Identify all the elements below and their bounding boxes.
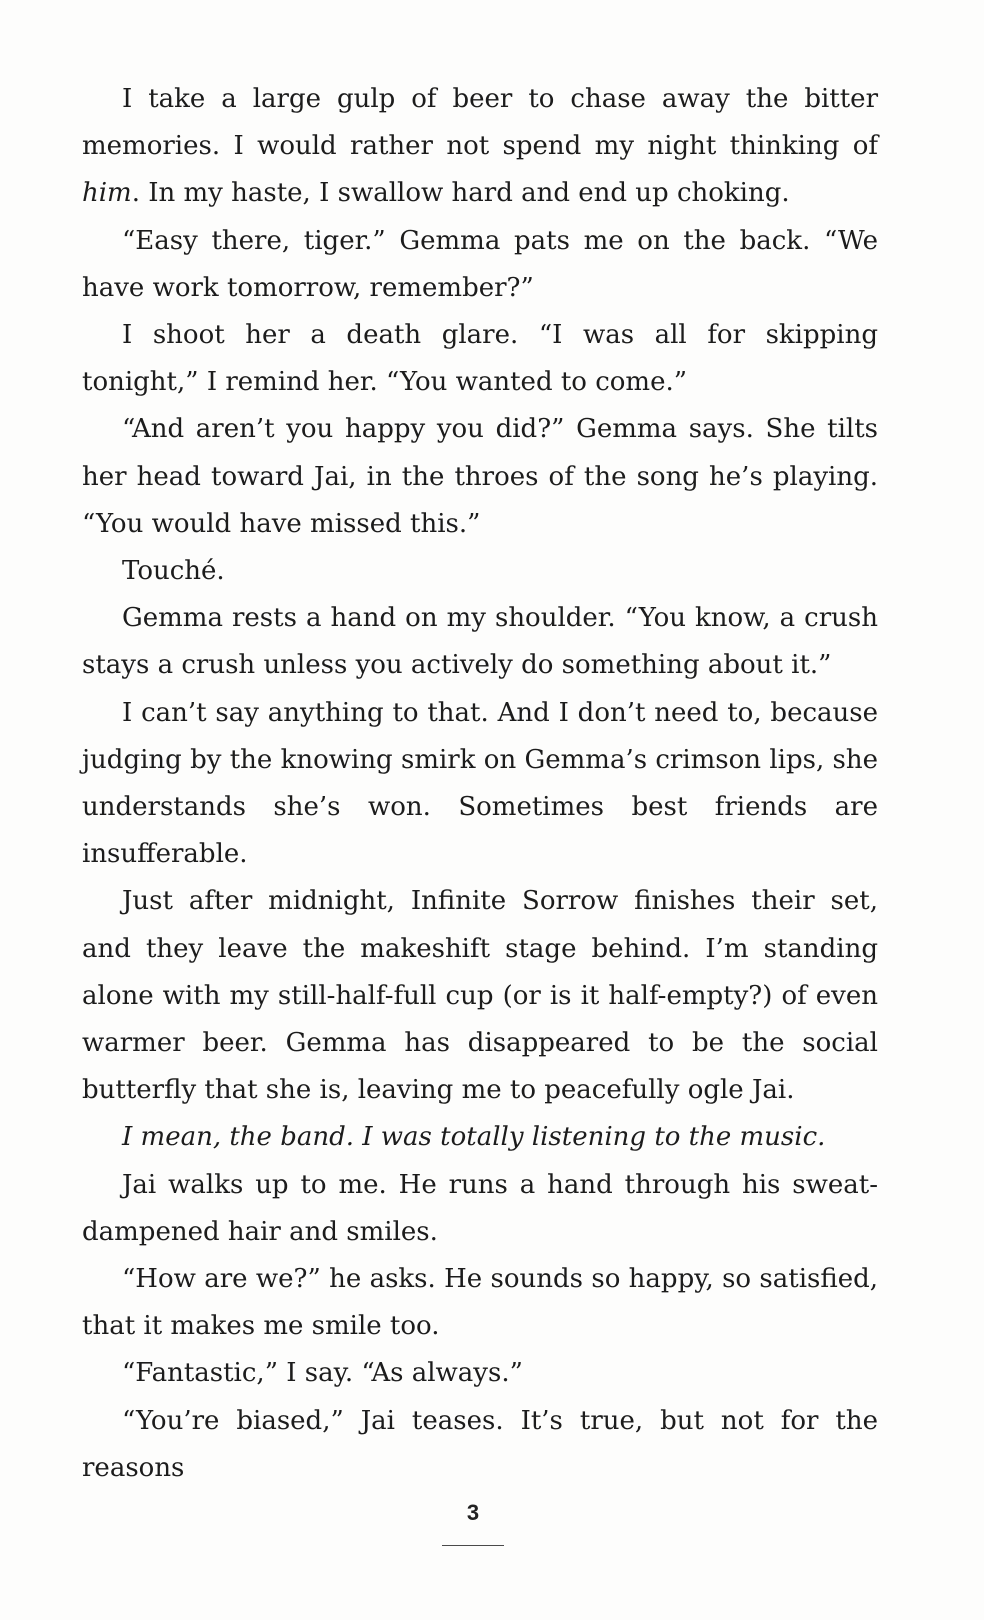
paragraph-12: “Fantastic,” I say. “As always.”	[122, 1358, 523, 1389]
page-number-rule	[442, 1545, 504, 1546]
paragraph-13: “You’re biased,” Jai teases. It’s true, but not for the reasons	[82, 1405, 878, 1483]
paragraph-9-italic: I mean, the band. I was totally listening to the music.	[122, 1122, 826, 1153]
paragraph-8: Just after midnight, Infinite Sorrow finishes their set, and they leave the makeshift stage behind. I’m standing alone with my still-half-full cup (or is it half-empty?) of even warmer beer. Gemma has disappeared to be the social butterfly that she is, leaving me to peacefully ogle Jai.	[82, 886, 878, 1106]
paragraph-1: I take a large gulp of beer to chase away the bitter memories. I would rather not spend my night thinking of him. In my haste, I swallow hard and end up choking.	[82, 84, 878, 209]
paragraph-4: “And aren’t you happy you did?” Gemma says. She tilts her head toward Jai, in the throes of the song he’s playing. “You would have missed this.”	[82, 414, 878, 539]
paragraph-5: Touché.	[122, 556, 225, 587]
paragraph-2: “Easy there, tiger.” Gemma pats me on the back. “We have work tomorrow, remember?”	[82, 225, 878, 303]
paragraph-6: Gemma rests a hand on my shoulder. “You know, a crush stays a crush unless you actively do something about it.”	[82, 603, 878, 681]
emphasis-him: him	[82, 178, 132, 209]
body-text	[82, 76, 878, 1492]
paragraph-11: “How are we?” he asks. He sounds so happy, so satisfied, that it makes me smile too.	[82, 1264, 878, 1342]
page-number: 3	[466, 1500, 480, 1525]
paragraph-7: I can’t say anything to that. And I don’t need to, because judging by the knowing smirk on Gemma’s crimson lips, she understands she’s won. Sometimes best friends are insufferable.	[82, 697, 878, 870]
paragraph-10: Jai walks up to me. He runs a hand through his sweat-dampened hair and smiles.	[82, 1169, 878, 1247]
paragraph-3: I shoot her a death glare. “I was all for skipping tonight,” I remind her. “You wanted to come.”	[82, 320, 878, 398]
